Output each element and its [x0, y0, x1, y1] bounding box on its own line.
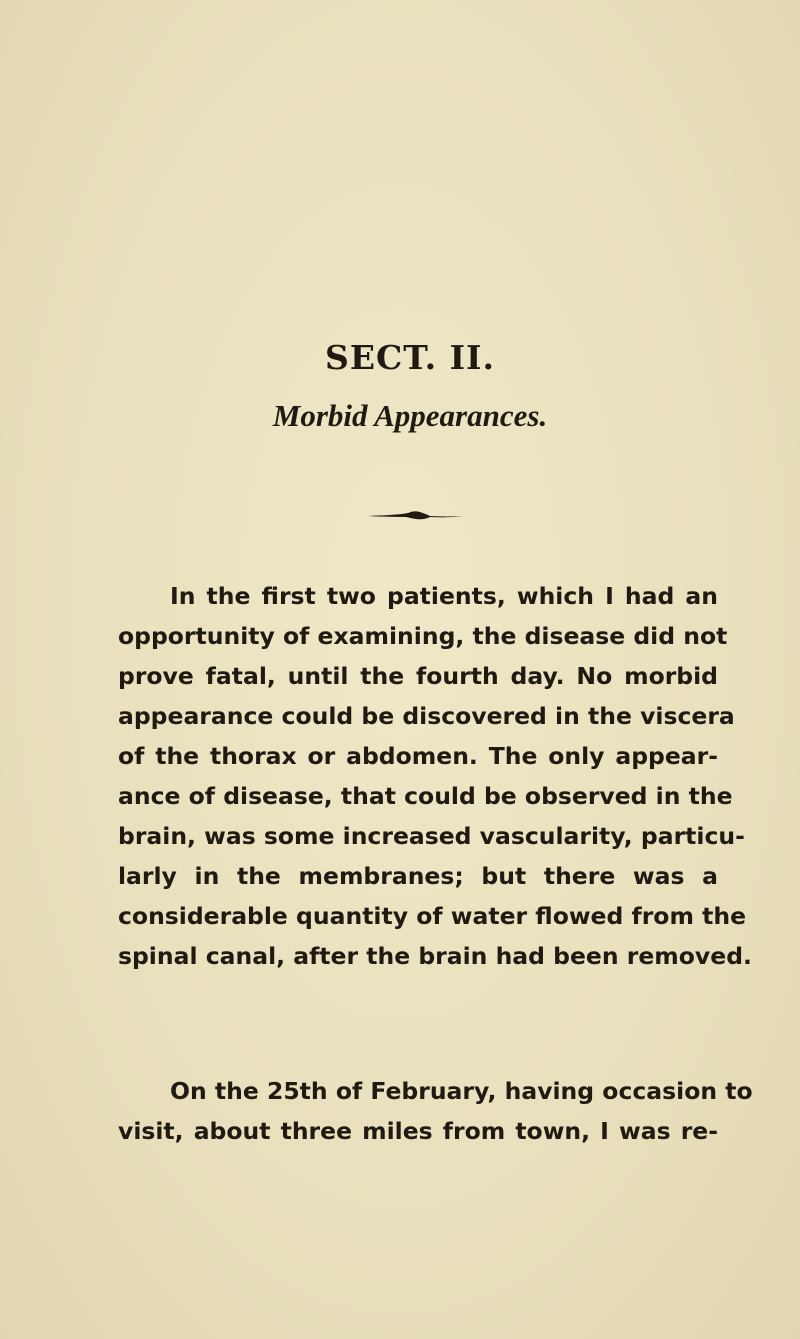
ornament-rule-icon: [368, 508, 464, 524]
paragraph-line: spinal canal, after the brain had been removed.: [118, 942, 752, 970]
paragraph-line: considerable quantity of water flowed from the: [118, 902, 747, 930]
paragraph-line: of the thorax or abdomen. The only appear-: [118, 742, 718, 770]
paragraph-line: appearance could be discovered in the viscera: [118, 702, 735, 730]
paragraph-1: [118, 576, 752, 976]
paragraph-line: brain, was some increased vascularity, particu-: [118, 822, 745, 850]
paragraph-line: On the 25th of February, having occasion to: [170, 1077, 753, 1105]
section-heading: SECT. II.: [325, 338, 495, 377]
paragraph-line: ance of disease, that could be observed in the: [118, 782, 733, 810]
paragraph-line: larly in the membranes; but there was a: [118, 862, 718, 890]
paragraph-line: visit, about three miles from town, I was re-: [118, 1117, 718, 1145]
paragraph-line: opportunity of examining, the disease did not: [118, 622, 728, 650]
section-subheading: Morbid Appearances.: [272, 398, 548, 433]
paragraph-line: In the first two patients, which I had an: [170, 582, 718, 610]
paragraph-2: [118, 1071, 753, 1151]
paragraph-line: prove fatal, until the fourth day. No morbid: [118, 662, 718, 690]
